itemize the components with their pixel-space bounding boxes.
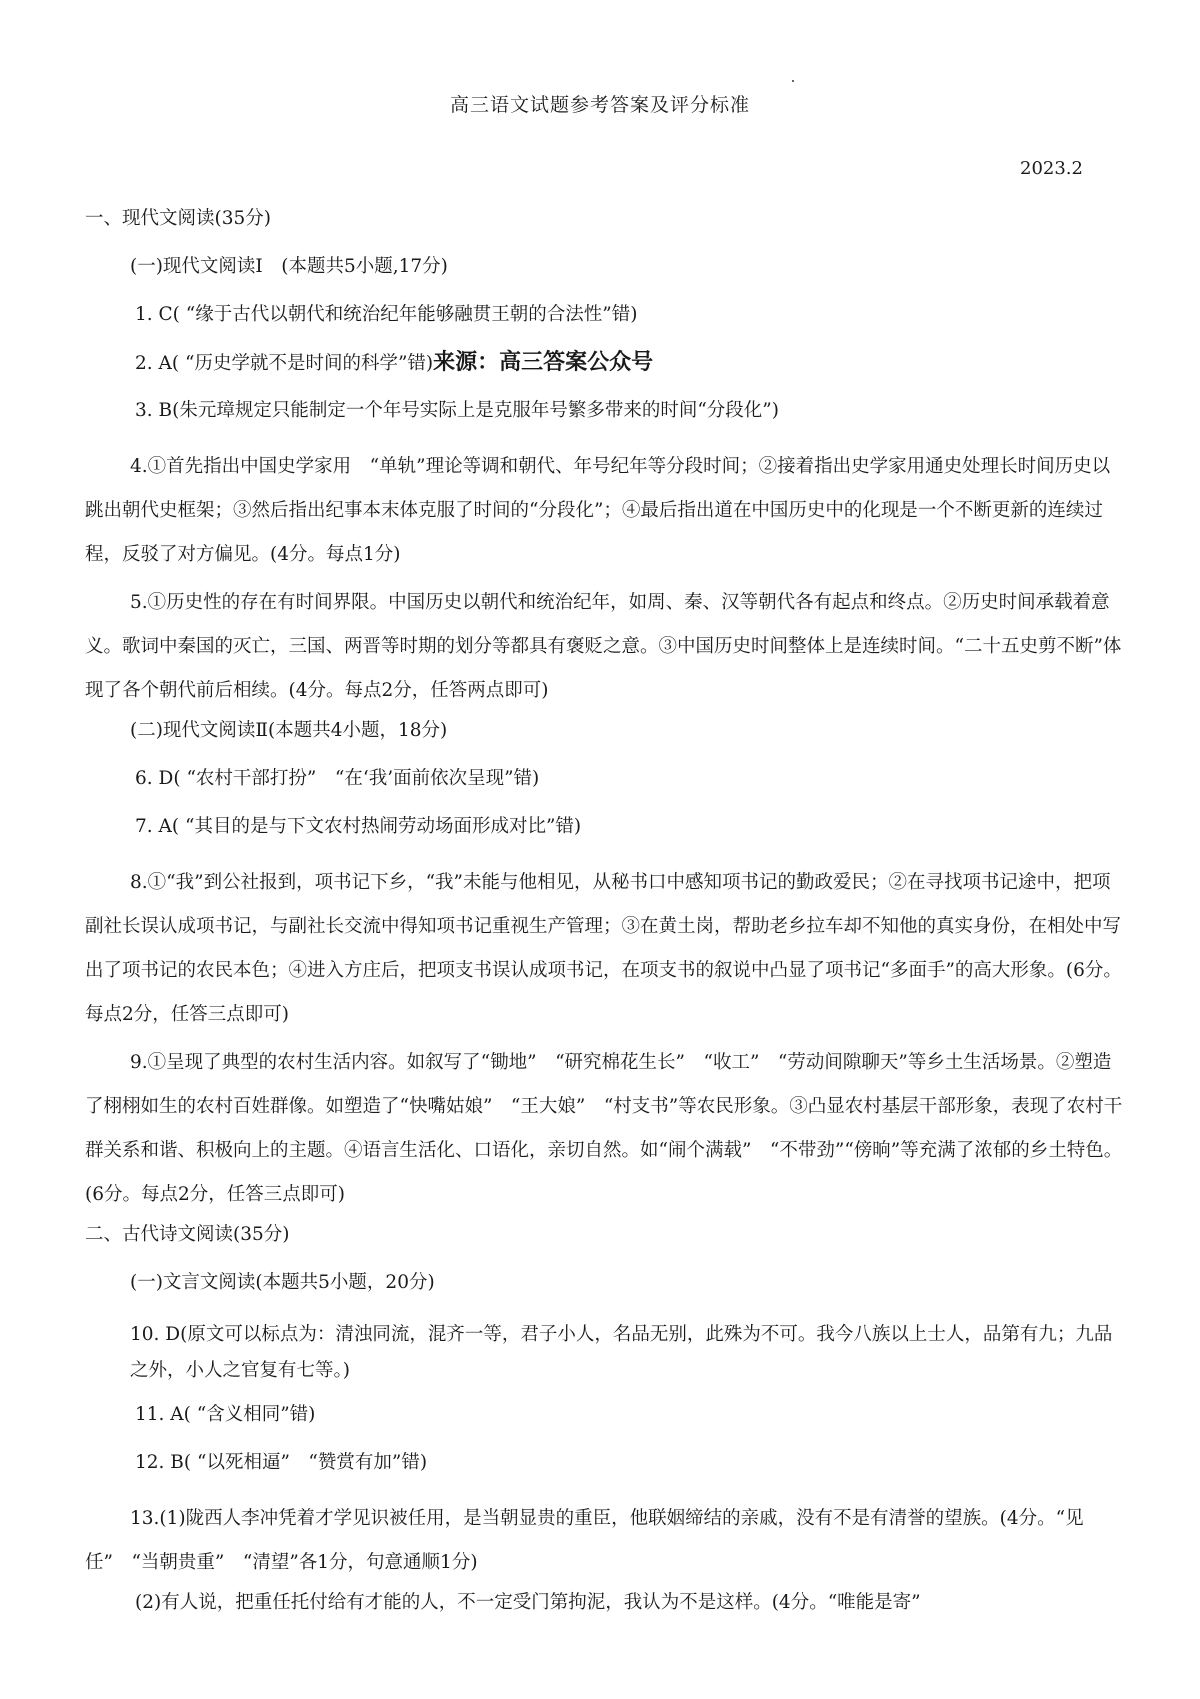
answer-q8 xyxy=(85,861,1125,1037)
answer-q1: 1. C( “缘于古代以朝代和统治纪年能够融贯王朝的合法性”错) xyxy=(135,304,638,325)
answer-q4 xyxy=(85,445,1125,577)
date-label: 2023.2 xyxy=(1020,158,1083,179)
answer-q10: 10. D(原文可以标点为：清浊同流，混齐一等，君子小人，名品无别，此殊为不可。我今八族以上士人，品第有九；九品之外，小人之官复有七等。) xyxy=(130,1324,1113,1381)
answer-q2-text: 2. A( “历史学就不是时间的科学”错) xyxy=(135,353,434,374)
source-watermark-text: 来源：高三答案公众号 xyxy=(433,350,654,375)
answer-q9 xyxy=(85,1041,1125,1217)
answer-q6: 6. D( “农村干部打扮” “在‘我’面前依次呈现”错) xyxy=(135,768,540,789)
answer-q13-1 xyxy=(85,1497,1125,1585)
subsection-heading-1a: (一)现代文阅读Ⅰ (本题共5小题,17分) xyxy=(130,256,448,277)
section-heading-2: 二、古代诗文阅读(35分) xyxy=(85,1224,290,1245)
answer-q7: 7. A( “其目的是与下文农村热闹劳动场面形成对比”错) xyxy=(135,816,582,837)
speck-mark xyxy=(792,80,794,82)
answer-q5-text: 5.①历史性的存在有时间界限。中国历史以朝代和统治纪年，如周、秦、汉等朝代各有起点和终点。②历史时间承载着意义。歌词中秦国的灭亡，三国、两晋等时期的划分等都具有褒贬之意。③中国历史时间整体上是连续时间。“二十五史剪不断”体现了各个朝代前后相续。(4分。每点2分，任答两点即可) xyxy=(85,592,1122,701)
subsection-heading-1b: (二)现代文阅读Ⅱ(本题共4小题，18分) xyxy=(130,720,448,741)
answer-q12: 12. B( “以死相逼” “赞赏有加”错) xyxy=(135,1452,428,1473)
answer-q13-1-text: 13.(1)陇西人李冲凭着才学见识被任用，是当朝显贵的重臣，他联姻缔结的亲戚，没有不是有清誉的望族。(4分。“见任” “当朝贵重” “清望”各1分，句意通顺1分) xyxy=(85,1508,1084,1573)
answer-q8-text: 8.①“我”到公社报到，项书记下乡，“我”未能与他相见，从秘书口中感知项书记的勤政爱民；②在寻找项书记途中，把项副社长误认成项书记，与副社长交流中得知项书记重视生产管理；③在黄土岗，帮助老乡拉车却不知他的真实身份，在相处中写出了项书记的农民本色；④进入方庄后，把项支书误认成项书记，在项支书的叙说中凸显了项书记“多面手”的高大形象。(6分。每点2分，任答三点即可) xyxy=(85,872,1122,1025)
answer-q2 xyxy=(85,349,1125,397)
answer-q3: 3. B(朱元璋规定只能制定一个年号实际上是克服年号繁多带来的时间“分段化”) xyxy=(135,400,779,421)
answer-q9-text: 9.①呈现了典型的农村生活内容。如叙写了“锄地” “研究棉花生长” “收工” “劳动间隙聊天”等乡土生活场景。②塑造了栩栩如生的农村百姓群像。如塑造了“快嘴姑娘” “王大娘” “村支书”等农民形象。③凸显农村基层干部形象，表现了农村干群关系和谐、积极向上的主题。④语言生活化、口语化，亲切自然。如“闹个满载” “不带劲”“傍晌”等充满了浓郁的乡土特色。(6分。每点2分，任答三点即可) xyxy=(85,1052,1123,1205)
subsection-heading-2a: (一)文言文阅读(本题共5小题，20分) xyxy=(130,1272,435,1293)
page-title: 高三语文试题参考答案及评分标准 xyxy=(449,94,750,116)
answer-q5 xyxy=(85,581,1125,713)
answer-content xyxy=(85,205,1125,1637)
answer-q11: 11. A( “含义相同”错) xyxy=(135,1404,316,1425)
answer-q13-2: (2)有人说，把重任托付给有才能的人，不一定受门第拘泥，我认为不是这样。(4分。“唯能是寄” xyxy=(135,1592,921,1613)
section-heading-1: 一、现代文阅读(35分) xyxy=(85,208,271,229)
answer-q4-text: 4.①首先指出中国史学家用 “单轨”理论等调和朝代、年号纪年等分段时间；②接着指出史学家用通史处理长时间历史以跳出朝代史框架；③然后指出纪事本末体克服了时间的“分段化”；④最后指出道在中国历史中的化现是一个不断更新的连续过程，反驳了对方偏见。(4分。每点1分) xyxy=(85,456,1111,565)
